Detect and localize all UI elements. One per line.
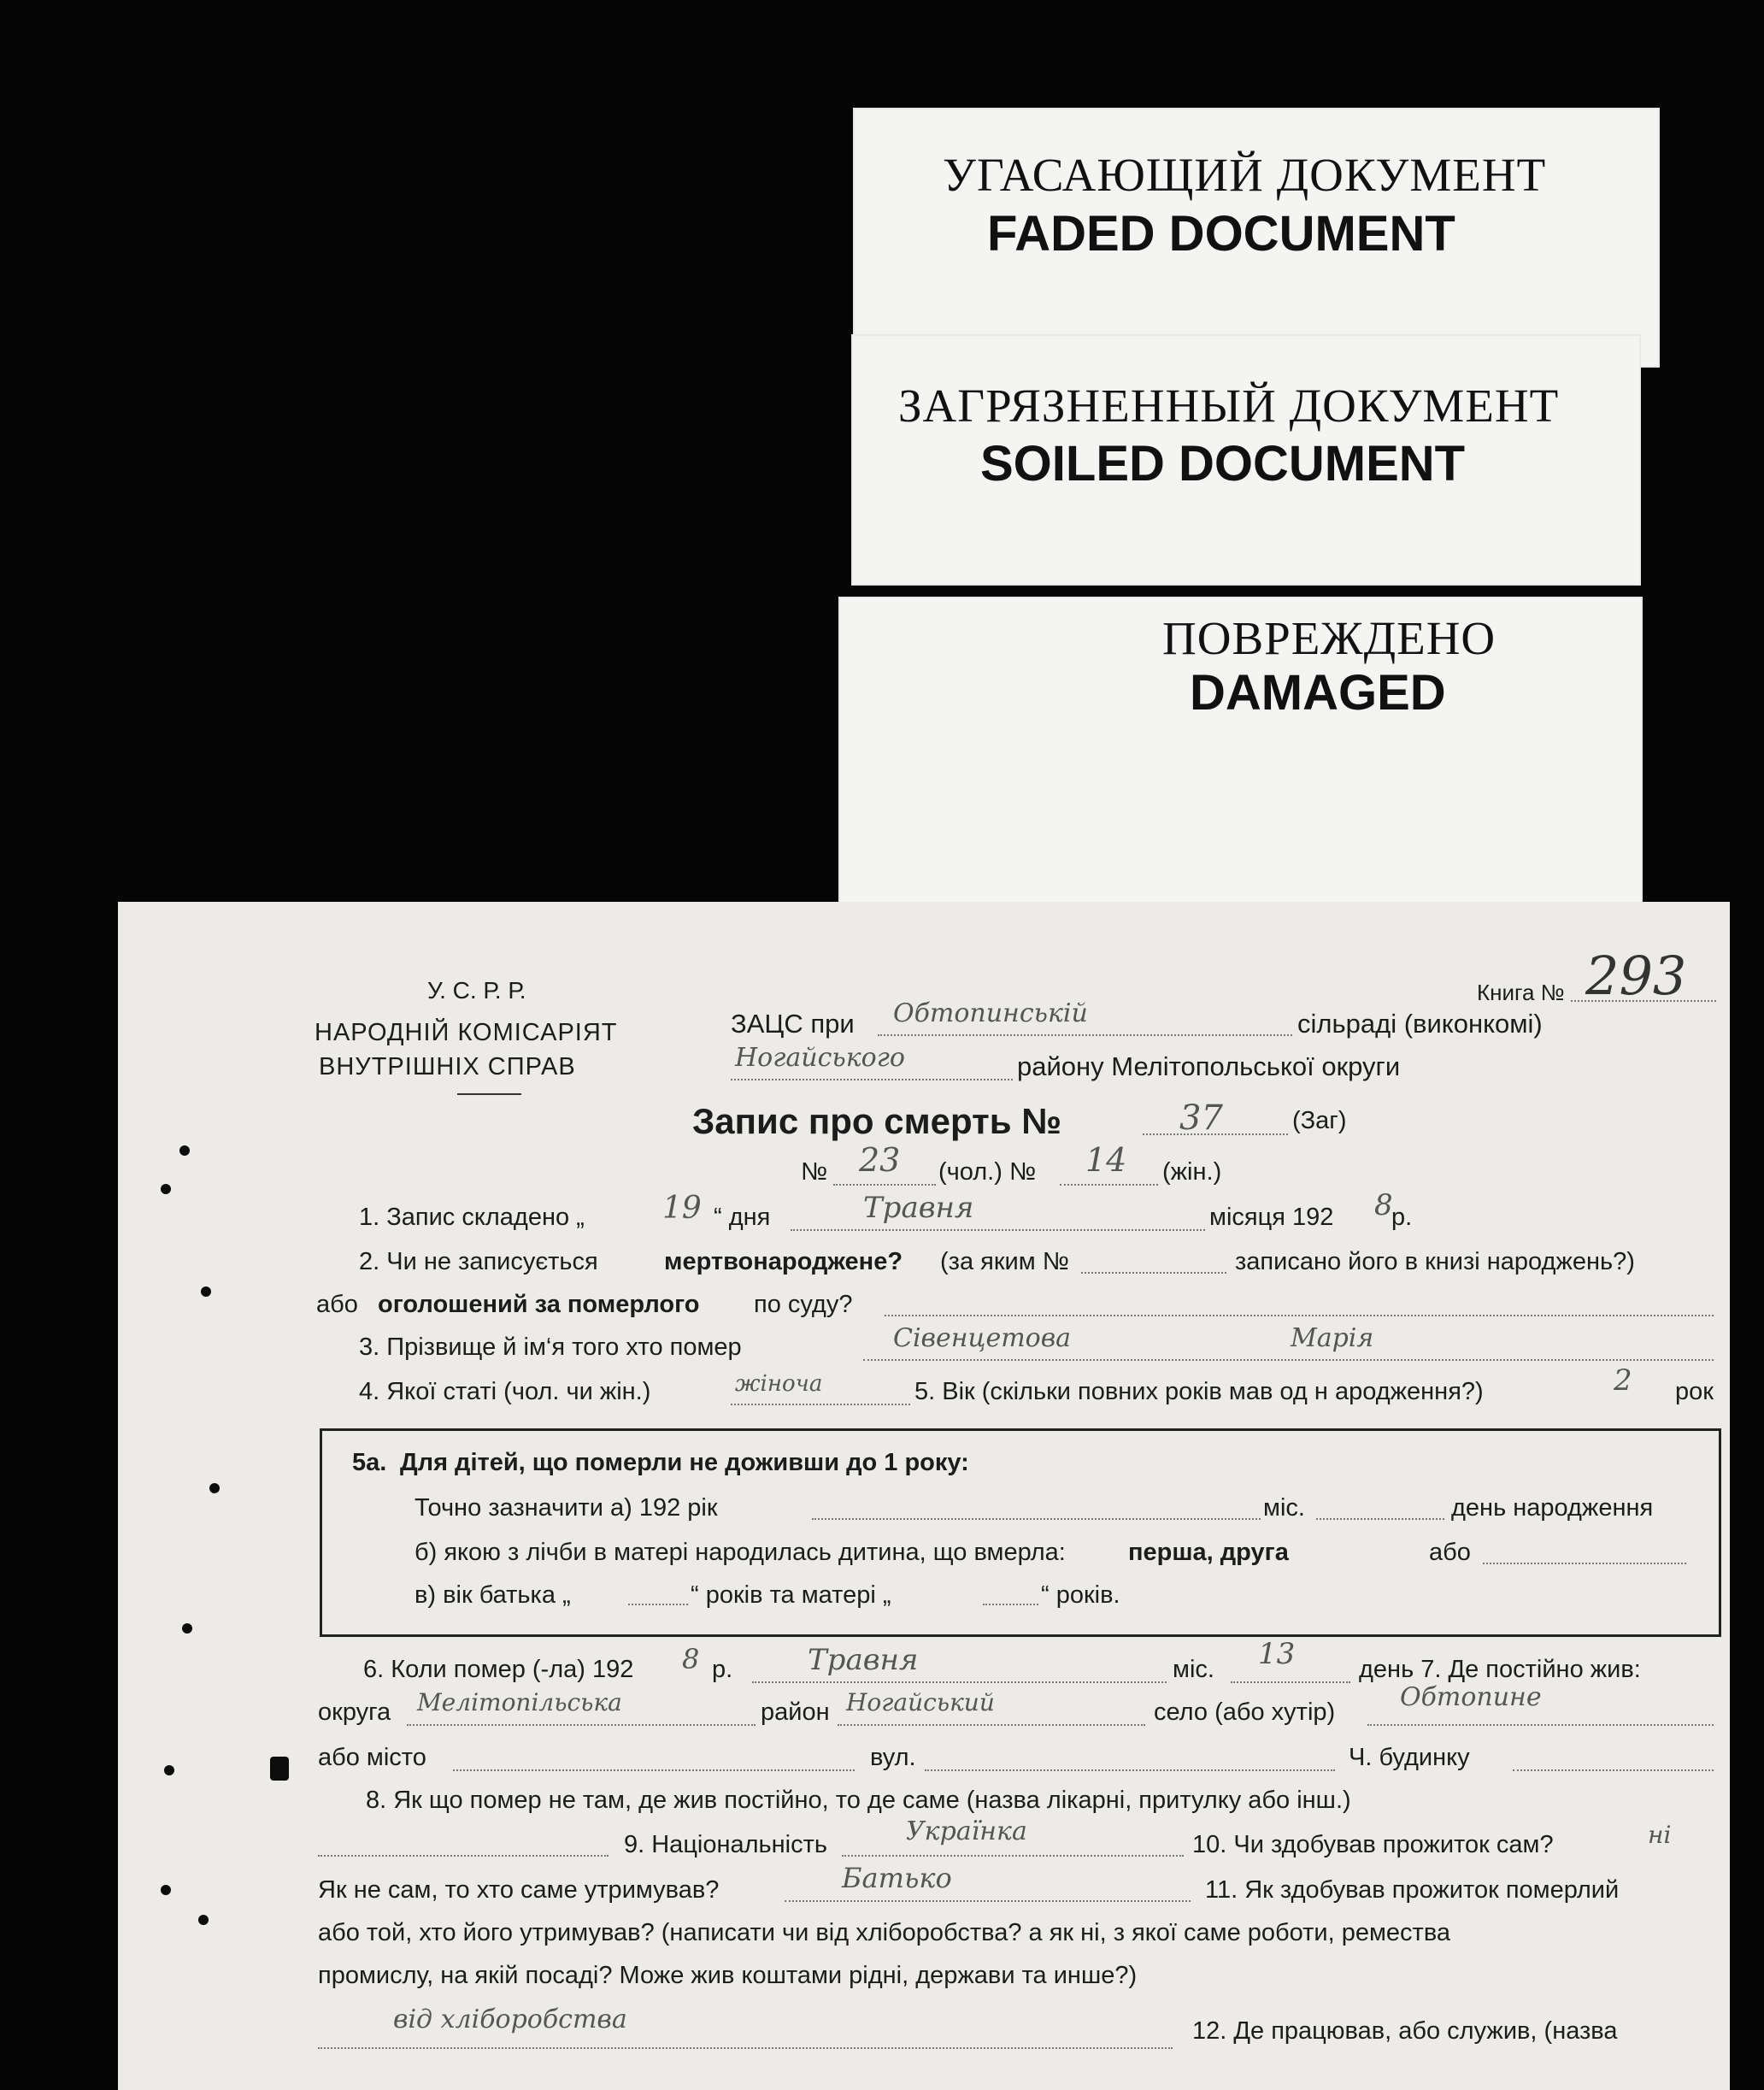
punch-hole [179,1145,190,1156]
row1-b: “ дня [714,1204,771,1231]
row1-c: місяця 192 [1209,1204,1334,1231]
okruga-line [407,1724,756,1726]
box-row3-a: в) вік батька „ [415,1581,571,1609]
self-supporting-value: ні [1648,1821,1672,1849]
female-label: (жін.) [1162,1158,1222,1186]
zags-value: Обтопинській [893,998,1088,1028]
faded-en-label: FADED DOCUMENT [987,206,1455,262]
box-row2-c: або [1429,1539,1471,1566]
soiled-document-card [853,336,1639,584]
house-line [1513,1769,1714,1771]
selo-line [1367,1724,1714,1726]
damaged-en-label: DAMAGED [1190,665,1446,721]
soiled-en-label: SOILED DOCUMENT [980,436,1466,492]
row2-c: (за яким № [940,1248,1069,1275]
supporter-value: Батько [842,1862,952,1894]
box-row1-c: день народження [1451,1494,1654,1522]
faded-ru-label: УГАСАЮЩИЙ ДОКУМЕНТ [943,149,1547,201]
row6-c: міс. [1173,1656,1214,1683]
death-day: 13 [1258,1637,1296,1671]
city-line [453,1769,855,1771]
sex-line [731,1404,910,1405]
row3-a: 3. Прізвище й ім‘я того хто помер [359,1333,742,1361]
deceased-sex: жіноча [735,1371,823,1397]
residence-selo: Обтопине [1400,1682,1542,1712]
commissariat-line-2: ВНУТРІШНІХ СПРАВ [319,1053,576,1080]
book-label: Книга № [1477,980,1565,1005]
row7-a: округа [318,1698,391,1726]
occupation-line [318,2047,1173,2049]
death-day-line [1231,1681,1350,1683]
male-number-line [833,1184,936,1186]
row7b-a: або місто [318,1744,426,1771]
raion-label: району Мелітопольської округи [1017,1051,1401,1081]
box-title: Для дітей, що померли не доживши до 1 року: [400,1449,969,1476]
row7-c: село (або хутір) [1154,1698,1336,1726]
punch-hole [209,1483,220,1493]
zags-line [878,1034,1292,1036]
row11-b: або той, хто його утримував? (написати чи від хліборобства? а як ні, з якої саме роботи, ремества [318,1919,1451,1946]
damaged-card [840,598,1641,904]
death-month-line [752,1681,1167,1683]
row4-a: 4. Якої статі (чол. чи жін.) [359,1378,651,1405]
birth-order-line [1483,1563,1686,1564]
selrada-label: сільраді (виконкомі) [1297,1009,1543,1039]
infant-year-line [812,1518,1261,1520]
deceased-first-name: Марія [1291,1323,1374,1353]
row11-a: 11. Як здобував прожиток померлий [1205,1876,1620,1904]
punch-hole [182,1623,192,1634]
box-title-number: 5а. [352,1449,387,1476]
residence-okruga: Мелітопільська [417,1688,622,1716]
record-year: 8 [1374,1188,1393,1222]
declared-dead-line [885,1315,1714,1316]
soiled-ru-label: ЗАГРЯЗНЕННЫЙ ДОКУМЕНТ [898,380,1560,432]
punch-hole [198,1915,209,1925]
row2-declared-dead: оголошений за померлого [378,1291,700,1318]
box-row3-b: “ років та матері „ [691,1581,891,1609]
record-day: 19 [662,1191,702,1226]
row1-a: 1. Запис складено „ [359,1204,585,1231]
row12-a: 12. Де працював, або служив, (назва [1192,2017,1618,2045]
commissariat-line-1: НАРОДНІЙ КОМІСАРІЯТ [315,1019,618,1046]
ussr-label: У. С. Р. Р. [427,977,526,1004]
row7b-b: вул. [870,1744,916,1771]
punch-hole [201,1286,211,1297]
male-number-label: № [801,1158,828,1186]
punch-hole [161,1885,171,1895]
zags-label: ЗАЦС при [731,1009,855,1039]
death-year: 8 [682,1643,700,1675]
box-row1-b: міс. [1263,1494,1305,1522]
row6-a: 6. Коли помер (-ла) 192 [363,1656,634,1683]
infant-month-line [1316,1518,1444,1520]
row6-d: день 7. Де постійно жив: [1359,1656,1641,1683]
row2-a: 2. Чи не записується [359,1248,598,1275]
box-row2-b: перша, друга [1128,1539,1289,1566]
punch-hole [164,1765,174,1775]
row6-b: р. [712,1656,733,1683]
box-row1-a: Точно зазначити а) 192 рік [415,1494,718,1522]
record-zag: (Заг) [1292,1107,1347,1134]
row2-g: по суду? [754,1291,853,1318]
male-number: 23 [859,1141,901,1179]
record-month: Травня [863,1191,974,1225]
book-number: 293 [1585,945,1687,1007]
residence-raion: Ногайський [846,1688,995,1716]
row11-c: промислу, на якій посаді? Може жив коштами рідні, держави та инше?) [318,1962,1138,1989]
row2-e: або [316,1291,358,1318]
record-month-line [791,1229,1205,1231]
row5-a: 5. Вік (скільки повних років мав од н ародження?) [914,1378,1484,1405]
row9-a: 9. Національність [624,1831,828,1858]
record-number: 37 [1179,1098,1223,1138]
record-title: Запис про смерть № [692,1101,1061,1141]
deceased-name-line [863,1359,1714,1361]
nationality-line [842,1855,1184,1857]
row7b-c: Ч. будинку [1349,1744,1470,1771]
female-number-line [1060,1184,1158,1186]
row7-b: район [761,1698,830,1726]
male-label: (чол.) № [938,1158,1037,1186]
supporter-line [785,1900,1191,1902]
raion-value: Ногайського [735,1043,905,1073]
box-row3-c: “ років. [1041,1581,1120,1609]
box-row2-a: б) якою з лічби в матері народилась дитина, що вмерла: [415,1539,1066,1566]
place-of-death-line [318,1855,609,1857]
damaged-ru-label: ПОВРЕЖДЕНО [1162,612,1496,664]
raion-residence-line [838,1724,1145,1726]
row2-d: записано його в книзі народжень?) [1235,1248,1635,1275]
raion-line [731,1079,1013,1080]
deceased-surname: Сівенцетова [893,1323,1072,1353]
row1-d: р. [1391,1204,1413,1231]
death-month: Травня [808,1643,919,1677]
street-line [925,1769,1335,1771]
row10-a: 10. Чи здобував прожиток сам? [1192,1831,1554,1858]
row5-b: рок [1675,1378,1714,1405]
punch-hole [161,1184,171,1194]
stillborn-number-line [1081,1272,1226,1274]
row2-stillborn: мертвонароджене? [664,1248,903,1275]
deceased-age: 2 [1614,1363,1632,1398]
female-number: 14 [1085,1141,1127,1179]
mother-age-line [983,1604,1038,1605]
header-underline [457,1093,521,1095]
punch-hole [270,1757,289,1781]
father-age-line [628,1604,688,1605]
occupation-value: від хліборобства [393,2005,627,2034]
row8: 8. Як що помер не там, де жив постійно, то де саме (назва лікарні, притулку або інш.) [366,1787,1351,1814]
faded-document-card [855,109,1658,366]
nationality-value: Українка [906,1816,1027,1846]
row11-pre: Як не сам, то хто саме утримував? [318,1876,720,1904]
